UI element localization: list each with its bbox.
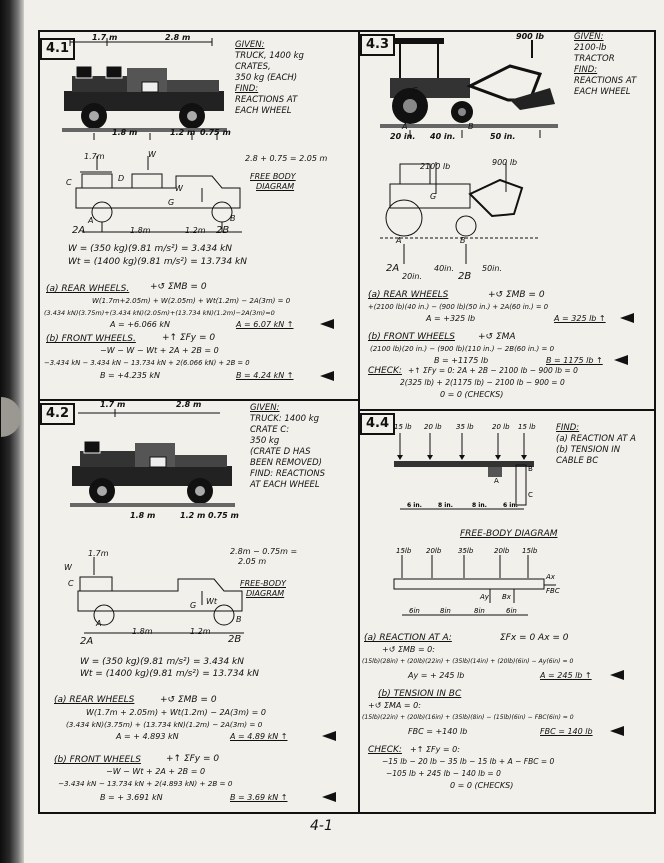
load-label: 15 lb bbox=[518, 423, 536, 431]
fbd-point: A bbox=[96, 619, 102, 628]
calc-line: +(2100 lb)(40 in.) − (900 lb)(50 in.) + 2A(60 in.) = 0 bbox=[368, 303, 549, 311]
answer-arrow-icon bbox=[610, 670, 624, 680]
check-line: +↑ ΣFy = 0: 2A + 2B − 2100 lb − 900 lb = 0 bbox=[408, 366, 578, 375]
calc-line: (3.434 kN)(3.75m) + (13.734 kN)(1.2m) − 2A(3m) = 0 bbox=[66, 720, 263, 729]
find-line: AT EACH WHEEL bbox=[250, 480, 320, 490]
fbd-dim: 1.8m bbox=[130, 226, 151, 235]
answer-a: A = 6.07 kN ↑ bbox=[236, 320, 294, 329]
weight-eq: Wt = (1400 kg)(9.81 m/s²) = 13.734 kN bbox=[80, 669, 259, 679]
calc-line: (15lb)(22in) + (20lb)(16in) + (35lb)(8in) − (15lb)(6in) − FBC(6in) = 0 bbox=[362, 714, 574, 721]
part-a-title: (a) REAR WHEELS bbox=[368, 290, 449, 300]
fbd-load-label: 20lb bbox=[426, 547, 442, 555]
fbd-title: FREE-BODY bbox=[240, 579, 286, 588]
spacing-label: 6 in. bbox=[503, 502, 518, 509]
fbd-spacing-label: 6in bbox=[409, 607, 420, 615]
dim-label: 1.8 m bbox=[130, 511, 156, 520]
given-line: TRUCK: 1400 kg bbox=[250, 414, 320, 424]
fbd-spacing-label: 8in bbox=[440, 607, 451, 615]
load-label: 20 lb bbox=[492, 423, 510, 431]
given-line: TRACTOR bbox=[574, 54, 615, 64]
fbd-dim: 1.7m bbox=[88, 549, 109, 558]
check-line: −15 lb − 20 lb − 35 lb − 15 lb + A − FBC = 0 bbox=[382, 757, 555, 766]
part-b-title: (b) TENSION IN BC bbox=[378, 689, 462, 699]
fbd-point: C bbox=[68, 579, 74, 588]
calc-line: −W − Wt + 2A + 2B = 0 bbox=[106, 767, 206, 776]
load-label: 900 lb bbox=[516, 32, 544, 41]
given-line: 350 kg (EACH) bbox=[235, 73, 298, 83]
find-line: REACTIONS AT bbox=[574, 76, 637, 86]
part-b-title: (b) FRONT WHEELS bbox=[368, 332, 455, 342]
fbd-label: 2B bbox=[458, 271, 472, 282]
dim-label: 1.2 m bbox=[180, 511, 206, 520]
part-a-title: (a) REAR WHEELS bbox=[54, 695, 135, 705]
problem-tag: 4.3 bbox=[360, 34, 395, 56]
answer-b: B = 3.69 kN ↑ bbox=[230, 793, 288, 802]
fbd-label: 20in. bbox=[402, 272, 423, 281]
find-line: EACH WHEEL bbox=[235, 106, 292, 116]
given-line: 350 kg bbox=[250, 436, 280, 446]
arrow-head-icon bbox=[397, 455, 403, 460]
part-b-title: (b) FRONT WHEELS. bbox=[46, 334, 136, 344]
answer-a: A = 325 lb ↑ bbox=[554, 314, 606, 323]
part-a-equation: +↺ ΣMB = 0 bbox=[150, 282, 207, 292]
calc-line: A = + 4.893 kN bbox=[116, 732, 179, 741]
truck-illustration bbox=[70, 411, 240, 511]
answer-arrow-icon bbox=[620, 313, 634, 323]
part-b-title: (b) FRONT WHEELS bbox=[54, 755, 141, 765]
fbd-title: DIAGRAM bbox=[256, 182, 295, 191]
point-label: B bbox=[528, 465, 533, 473]
find-line: EACH WHEEL bbox=[574, 87, 631, 97]
part-a-title: (a) REAR WHEELS. bbox=[46, 284, 130, 294]
part-b-equation: +↺ ΣMA = 0: bbox=[368, 701, 421, 710]
dim-label: 1.7 m bbox=[100, 400, 126, 409]
fbd-weight-label: W bbox=[64, 563, 72, 572]
calc-line: B = + 3.691 kN bbox=[100, 793, 163, 802]
given-block bbox=[235, 40, 304, 117]
find-line: (a) REACTION AT A bbox=[556, 434, 636, 444]
free-body-diagram bbox=[72, 152, 252, 232]
free-body-diagram bbox=[380, 154, 550, 264]
part-b-equation: +↑ ΣFy = 0 bbox=[166, 754, 220, 764]
problem-tag: 4.2 bbox=[40, 403, 75, 425]
fbd-point: B bbox=[236, 615, 242, 624]
fbd-label: 50in. bbox=[482, 264, 503, 273]
calc-line: (15lb)(28in) + (20lb)(22in) + (35lb)(14in) + (20lb)(6in) − Ay(6in) = 0 bbox=[362, 658, 574, 665]
fbd-point: A bbox=[88, 216, 94, 225]
find-heading: FIND: bbox=[235, 84, 259, 94]
arrow-head-icon bbox=[459, 455, 465, 460]
dim-label: 0.75 m bbox=[208, 511, 239, 520]
problem-4-1 bbox=[40, 32, 358, 399]
fbd-dim: 1.2m bbox=[185, 226, 206, 235]
load-label: 15 lb bbox=[394, 423, 412, 431]
calc-line: Ay = + 245 lb bbox=[408, 671, 465, 680]
given-line: CRATES, bbox=[235, 62, 271, 72]
check-line: −105 lb + 245 lb − 140 lb = 0 bbox=[386, 769, 501, 778]
fbd-dim: 2A bbox=[72, 225, 86, 236]
dim-label: 1.2 m bbox=[170, 128, 196, 137]
fbd-title: FREE-BODY DIAGRAM bbox=[460, 529, 558, 539]
fbd-label: G bbox=[430, 192, 437, 201]
fbd-spacing-label: 6in bbox=[506, 607, 517, 615]
tractor-point: G bbox=[412, 86, 419, 95]
fbd-point: G bbox=[190, 601, 197, 610]
fbd-label: 2A bbox=[386, 263, 400, 274]
part-a-equation2: +↺ ΣMB = 0: bbox=[382, 645, 435, 654]
given-line: 2100-lb bbox=[574, 43, 607, 53]
fbd-dim: 1.8m bbox=[132, 627, 153, 636]
answer-arrow-icon bbox=[322, 792, 336, 802]
fbd-title: DIAGRAM bbox=[246, 589, 285, 598]
fbd-spacing-label: 8in bbox=[474, 607, 485, 615]
spacing-label: 8 in. bbox=[472, 502, 487, 509]
part-a-equation: +↺ ΣMB = 0 bbox=[160, 695, 217, 705]
dim-label: 2.8 m bbox=[176, 400, 202, 409]
find-heading: FIND: bbox=[574, 65, 598, 75]
dim-label: 0.75 m bbox=[200, 128, 231, 137]
fbd-label: 2100 lb bbox=[420, 162, 451, 171]
calc-line: W(1.7m + 2.05m) + Wt(1.2m) − 2A(3m) = 0 bbox=[86, 708, 267, 717]
answer-arrow-icon bbox=[320, 319, 334, 329]
fbd-dim: 2B bbox=[228, 634, 242, 645]
calc-line: (3.434 kN)(3.75m)+(3.434 kN)(2.05m)+(13.734 kN)(1.2m)−2A(3m)=0 bbox=[44, 309, 275, 317]
spacing-label: 6 in. bbox=[407, 502, 422, 509]
calc-line: A = +6.066 kN bbox=[110, 320, 171, 329]
fbd-load-label: 20lb bbox=[494, 547, 510, 555]
load-label: 35 lb bbox=[456, 423, 474, 431]
beam-bar bbox=[394, 461, 534, 467]
given-block bbox=[250, 403, 325, 491]
answer-arrow-icon bbox=[614, 355, 628, 365]
force-label: Ax bbox=[546, 573, 555, 581]
fbd-dim: 2A bbox=[80, 636, 94, 647]
answer-arrow-icon bbox=[322, 731, 336, 741]
point-label: A bbox=[494, 477, 499, 485]
fbd-label: 40in. bbox=[434, 264, 455, 273]
fbd-note: 2.05 m bbox=[238, 557, 267, 566]
truck-illustration bbox=[62, 36, 232, 136]
problem-4-4 bbox=[360, 411, 654, 812]
answer-arrow-icon bbox=[610, 726, 624, 736]
answer-b: B = 1175 lb ↑ bbox=[546, 356, 603, 365]
calc-line: FBC = +140 lb bbox=[408, 727, 468, 736]
fbd-label: 900 lb bbox=[492, 158, 518, 167]
dim-label: 40 in. bbox=[430, 132, 456, 141]
check-line: 0 = 0 (CHECKS) bbox=[440, 390, 504, 399]
calc-line: −3.434 kN − 13.734 kN + 2(4.893 kN) + 2B = 0 bbox=[58, 779, 233, 788]
arrow-head-icon bbox=[521, 455, 527, 460]
answer-b: B = 4.24 kN ↑ bbox=[236, 371, 294, 380]
weight-eq: Wt = (1400 kg)(9.81 m/s²) = 13.734 kN bbox=[68, 257, 247, 267]
fbd-label: B bbox=[460, 236, 466, 245]
arrow-head-icon bbox=[495, 455, 501, 460]
fbd-dim: 1.7m bbox=[84, 152, 105, 161]
tractor-point: A bbox=[402, 122, 408, 131]
find-heading: FIND: bbox=[556, 423, 580, 433]
weight-eq: W = (350 kg)(9.81 m/s²) = 3.434 kN bbox=[80, 657, 244, 667]
given-block bbox=[574, 32, 636, 98]
problem-tag: 4.1 bbox=[40, 38, 75, 60]
part-b-equation: +↑ ΣFy = 0 bbox=[162, 333, 216, 343]
answer-a: A = 245 lb ↑ bbox=[540, 671, 592, 680]
dim-label: 1.8 m bbox=[112, 128, 138, 137]
check-equation: +↑ ΣFy = 0: bbox=[410, 745, 460, 754]
point-label: C bbox=[528, 491, 533, 499]
part-a-equation: ΣFx = 0 Ax = 0 bbox=[500, 633, 569, 643]
free-body-diagram bbox=[390, 545, 580, 625]
force-label: Bx bbox=[502, 593, 511, 601]
spacing-label: 8 in. bbox=[438, 502, 453, 509]
fbd-note: 2.8 + 0.75 = 2.05 m bbox=[245, 154, 328, 163]
load-label: 20 lb bbox=[424, 423, 442, 431]
calc-line: (2100 lb)(20 in.) − (900 lb)(110 in.) − 2B(60 in.) = 0 bbox=[370, 345, 555, 353]
fbd-weight-label: W bbox=[148, 150, 156, 159]
given-heading: GIVEN: bbox=[250, 403, 280, 413]
fbd-load-label: 35lb bbox=[458, 547, 474, 555]
problem-4-2 bbox=[40, 401, 358, 812]
check-line: 2(325 lb) + 2(1175 lb) − 2100 lb − 900 = 0 bbox=[400, 378, 565, 387]
calc-line: −W − W − Wt + 2A + 2B = 0 bbox=[100, 346, 219, 355]
fbd-dim: 1.2m bbox=[190, 627, 211, 636]
fbd-note: 2.8m − 0.75m = bbox=[230, 547, 298, 556]
dim-label: 20 in. bbox=[390, 132, 416, 141]
part-b-equation: +↺ ΣMA bbox=[478, 332, 516, 342]
find-line: FIND: REACTIONS bbox=[250, 469, 326, 479]
given-heading: GIVEN: bbox=[235, 40, 265, 50]
problem-tag: 4.4 bbox=[360, 413, 395, 435]
given-heading: GIVEN: bbox=[574, 32, 604, 42]
calc-line: A = +325 lb bbox=[426, 314, 476, 323]
beam-illustration bbox=[390, 421, 550, 511]
fbd-dim: 2B bbox=[216, 225, 230, 236]
check-title: CHECK: bbox=[368, 745, 402, 755]
dim-label: 50 in. bbox=[490, 132, 516, 141]
problem-4-3 bbox=[360, 32, 654, 409]
fbd-beam bbox=[394, 579, 544, 589]
fbd-point: D bbox=[118, 174, 125, 183]
page-number: 4-1 bbox=[310, 818, 333, 834]
calc-line: B = +4.235 kN bbox=[100, 371, 161, 380]
dim-label: 1.7 m bbox=[92, 33, 118, 42]
fbd-label: A bbox=[396, 236, 402, 245]
given-line: CRATE C: bbox=[250, 425, 290, 435]
check-title: CHECK: bbox=[368, 366, 402, 376]
given-line: (CRATE D HAS bbox=[250, 447, 311, 457]
calc-line: B = +1175 lb bbox=[434, 356, 489, 365]
answer-b: FBC = 140 lb bbox=[540, 727, 593, 736]
force-label: FBC bbox=[546, 587, 560, 595]
given-line: BEEN REMOVED) bbox=[250, 458, 322, 468]
arrow-head-icon bbox=[427, 455, 433, 460]
weight-eq: W = (350 kg)(9.81 m/s²) = 3.434 kN bbox=[68, 244, 232, 254]
fbd-point: G bbox=[168, 198, 175, 207]
find-line: CABLE BC bbox=[556, 456, 599, 466]
given-line: TRUCK, 1400 kg bbox=[235, 51, 304, 61]
part-a-title: (a) REACTION AT A: bbox=[364, 633, 452, 643]
find-line: (b) TENSION IN bbox=[556, 445, 621, 455]
fbd-point: B bbox=[230, 214, 236, 223]
force-label: Ay bbox=[480, 593, 489, 601]
find-block bbox=[556, 423, 636, 467]
fbd-point: W bbox=[175, 184, 183, 193]
calc-line: W(1.7m+2.05m) + W(2.05m) + Wt(1.2m) − 2A(3m) = 0 bbox=[92, 297, 291, 305]
fbd-title: FREE BODY bbox=[250, 172, 296, 181]
fbd-point: C bbox=[66, 178, 72, 187]
cable-bc bbox=[516, 465, 526, 505]
check-line: 0 = 0 (CHECKS) bbox=[450, 781, 514, 790]
answer-arrow-icon bbox=[320, 371, 334, 381]
support-block bbox=[488, 467, 502, 477]
fbd-load-label: 15lb bbox=[396, 547, 412, 555]
calc-line: −3.434 kN − 3.434 kN − 13.734 kN + 2(6.066 kN) + 2B = 0 bbox=[44, 359, 250, 367]
find-line: REACTIONS AT bbox=[235, 95, 298, 105]
solution-page bbox=[38, 30, 656, 814]
dim-label: 2.8 m bbox=[165, 33, 191, 42]
answer-a: A = 4.89 kN ↑ bbox=[230, 732, 288, 741]
part-a-equation: +↺ ΣMB = 0 bbox=[488, 290, 545, 300]
tractor-point: B bbox=[468, 122, 474, 131]
fbd-point: Wt bbox=[206, 597, 218, 606]
fbd-load-label: 15lb bbox=[522, 547, 538, 555]
